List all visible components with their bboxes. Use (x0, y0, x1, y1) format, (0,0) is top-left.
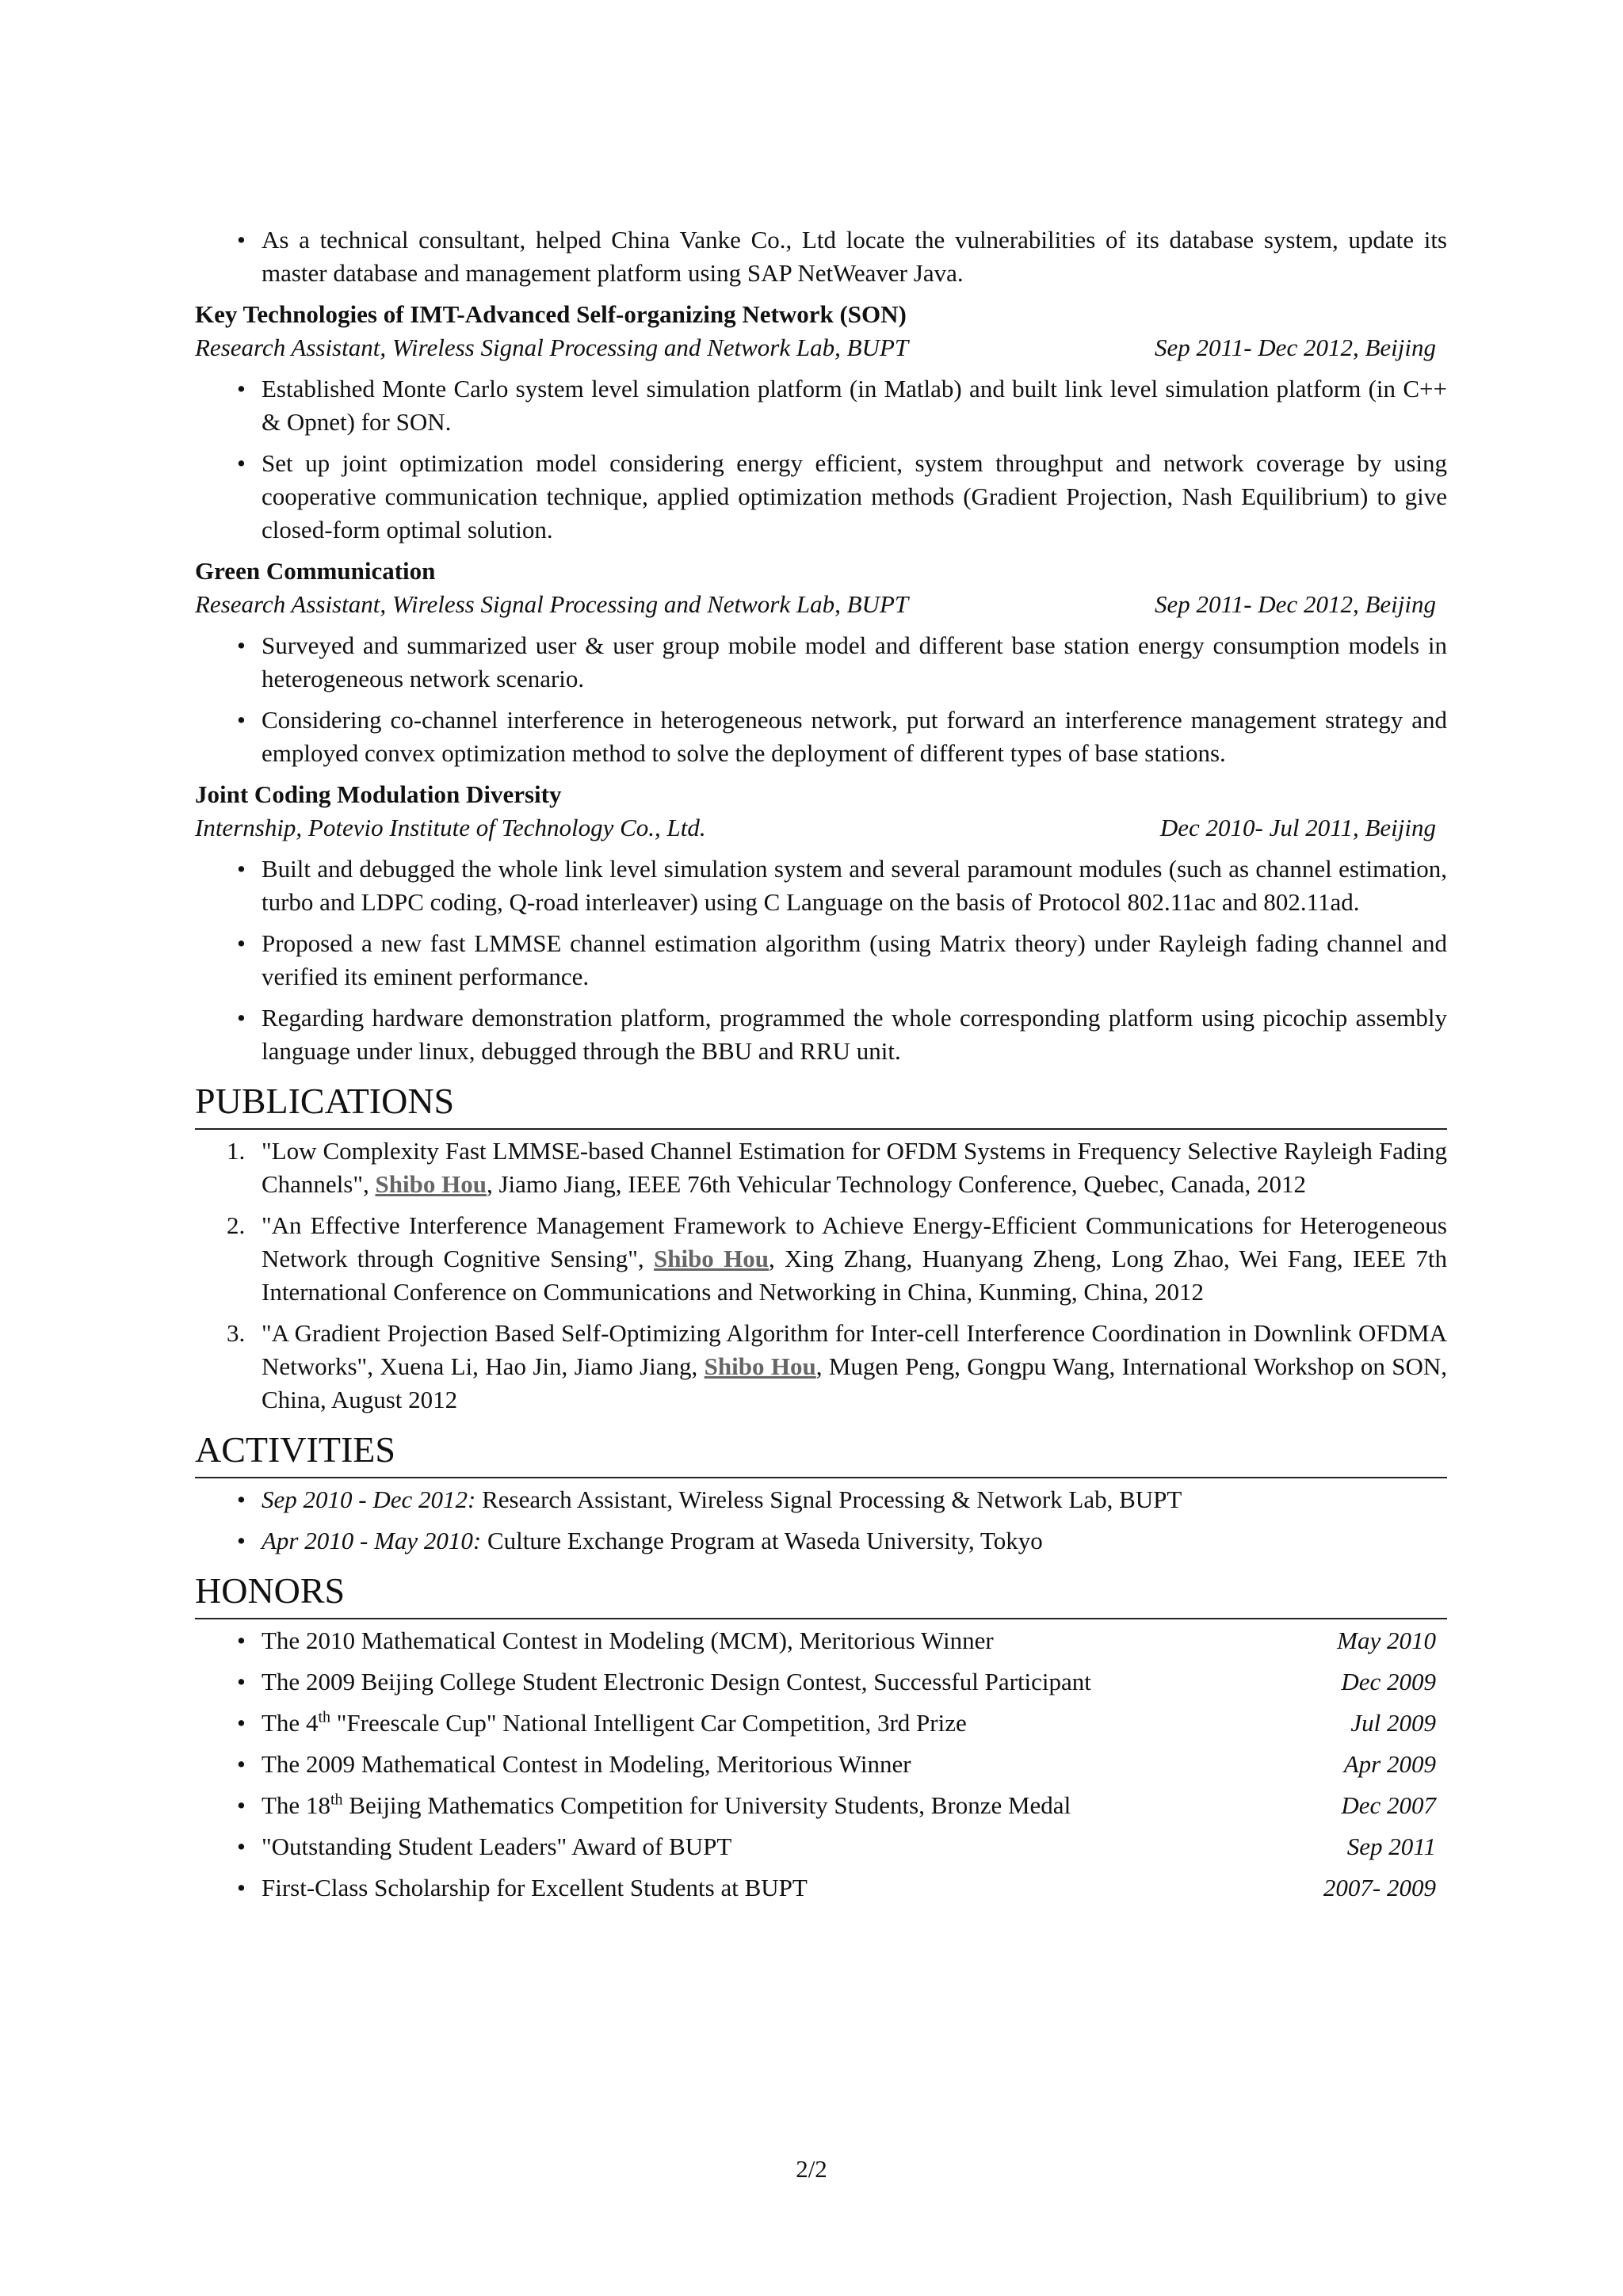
project-bullets (195, 372, 1447, 547)
project-title: Key Technologies of IMT-Advanced Self-organizing Network (SON) (195, 300, 907, 328)
bullet-item: • As a technical consultant, helped China Vanke Co., Ltd locate the vulnerabilities of its database system, update its master database and management platform using SAP NetWeaver Java. (195, 223, 1447, 290)
project-date: Sep 2011- Dec 2012, Beijing (1155, 334, 1436, 361)
publications-list (195, 1135, 1447, 1417)
project-joint-coding (195, 778, 1447, 1068)
project-title: Joint Coding Modulation Diversity (195, 780, 562, 808)
bullet-item: • Set up joint optimization model considering energy efficient, system throughput and network coverage by using cooperative communication technique, applied optimization methods (Gradient Projection, Nash Equilibrium) to give closed-form optimal solution. (195, 447, 1447, 547)
honor-text-main: The 18 (262, 1791, 330, 1819)
honor-date: Sep 2011 (1346, 1833, 1436, 1860)
publication-item (195, 1317, 1447, 1417)
author-highlight: Shibo Hou (653, 1245, 769, 1272)
publication-item (195, 1135, 1447, 1201)
publications-heading: PUBLICATIONS (195, 1079, 1447, 1130)
honor-text-main: "Outstanding Student Leaders" Award of BUPT (262, 1833, 732, 1860)
project-role: Internship, Potevio Institute of Technology Co., Ltd. (195, 814, 706, 841)
project-subtitle (195, 588, 1447, 621)
bullet-item: • Established Monte Carlo system level simulation platform (in Matlab) and built link level simulation platform (in C++ & Opnet) for SON. (195, 372, 1447, 439)
honors-heading: HONORS (195, 1569, 1447, 1619)
project-green-communication (195, 555, 1447, 770)
honor-date: May 2010 (1337, 1627, 1436, 1654)
honor-date: Dec 2009 (1341, 1668, 1436, 1695)
bullet-item: • Surveyed and summarized user & user group mobile model and different base station energy consumption models in heterogeneous network scenario. (195, 629, 1447, 696)
honor-text (262, 1624, 994, 1657)
previous-project-bullets (195, 223, 1447, 290)
honor-date: 2007- 2009 (1323, 1874, 1436, 1901)
activities-list (195, 1483, 1447, 1558)
publication-number: 2. (227, 1211, 246, 1239)
activity-item (195, 1524, 1447, 1558)
page-number: 2/2 (796, 2155, 827, 2183)
ordinal-suffix: th (318, 1708, 331, 1726)
project-role: Research Assistant, Wireless Signal Processing and Network Lab, BUPT (195, 334, 909, 361)
publication-text: "Low Complexity Fast LMMSE-based Channel Estimation for OFDM Systems in Frequency Selective Rayleigh Fading Channels", (262, 1137, 1447, 1198)
honor-item (195, 1624, 1447, 1657)
author-highlight: Shibo Hou (704, 1352, 816, 1380)
honor-text-rest: "Freescale Cup" National Intelligent Car Competition, 3rd Prize (330, 1709, 967, 1737)
publication-text: "A Gradient Projection Based Self-Optimizing Algorithm for Inter-cell Interference Coordination in Downlink OFDMA Networks", Xuena Li, Hao Jin, Jiamo Jiang, (262, 1319, 1447, 1380)
honor-date: Dec 2007 (1341, 1791, 1436, 1819)
project-title: Green Communication (195, 557, 436, 585)
activity-item (195, 1483, 1447, 1516)
honor-text-main: The 4 (262, 1709, 319, 1737)
honor-text-main: The 2009 Beijing College Student Electronic Design Contest, Successful Participant (262, 1668, 1091, 1695)
activity-date: Sep 2010 - Dec 2012: (262, 1486, 476, 1513)
project-son (195, 298, 1447, 547)
publication-number: 1. (227, 1137, 246, 1165)
activity-text: Research Assistant, Wireless Signal Processing & Network Lab, BUPT (475, 1486, 1182, 1513)
honor-item (195, 1748, 1447, 1781)
publication-text: "An Effective Interference Management Framework to Achieve Energy-Efficient Communications for Heterogeneous Network through Cognitive Sensing", (262, 1211, 1447, 1272)
honor-text (262, 1830, 731, 1863)
bullet-item: • Regarding hardware demonstration platform, programmed the whole corresponding platform using picochip assembly language under linux, debugged through the BBU and RRU unit. (195, 1001, 1447, 1068)
honor-text (262, 1871, 808, 1905)
resume-content (195, 223, 1447, 1913)
project-role: Research Assistant, Wireless Signal Processing and Network Lab, BUPT (195, 590, 909, 618)
honor-text-main: The 2010 Mathematical Contest in Modeling (MCM), Meritorious Winner (262, 1627, 994, 1654)
ordinal-suffix: th (330, 1791, 343, 1809)
honor-text-rest: Beijing Mathematics Competition for University Students, Bronze Medal (342, 1791, 1071, 1819)
activity-date: Apr 2010 - May 2010: (262, 1527, 482, 1554)
project-bullets (195, 852, 1447, 1068)
honor-text (262, 1707, 967, 1740)
honor-text (262, 1748, 911, 1781)
publication-text: , Mugen Peng, Gongpu Wang, International Workshop on SON, China, August 2012 (262, 1352, 1447, 1413)
honor-item (195, 1789, 1447, 1822)
activity-text: Culture Exchange Program at Waseda University, Tokyo (481, 1527, 1043, 1554)
project-bullets (195, 629, 1447, 770)
author-highlight: Shibo Hou (375, 1170, 487, 1198)
honor-text (262, 1789, 1071, 1822)
honor-item (195, 1665, 1447, 1699)
project-subtitle (195, 331, 1447, 364)
publication-text: , Xing Zhang, Huanyang Zheng, Long Zhao, Wei Fang, IEEE 7th International Conference on Communications and Networking in China, Kunming, China, 2012 (262, 1245, 1447, 1306)
honor-text-main: The 2009 Mathematical Contest in Modeling, Meritorious Winner (262, 1750, 911, 1778)
honor-item (195, 1871, 1447, 1905)
bullet-item: • Considering co-channel interference in heterogeneous network, put forward an interference management strategy and employed convex optimization method to solve the deployment of different types of base stations. (195, 704, 1447, 770)
activities-heading: ACTIVITIES (195, 1428, 1447, 1478)
bullet-item: • Proposed a new fast LMMSE channel estimation algorithm (using Matrix theory) under Rayleigh fading channel and verified its eminent performance. (195, 927, 1447, 994)
honor-date: Jul 2009 (1350, 1709, 1436, 1737)
honor-text (262, 1665, 1091, 1699)
honor-date: Apr 2009 (1343, 1750, 1436, 1778)
honor-item (195, 1830, 1447, 1863)
bullet-item: • Built and debugged the whole link level simulation system and several paramount modules (such as channel estimation, turbo and LDPC coding, Q-road interleaver) using C Language on the basis of Protocol 802.11ac and 802.11ad. (195, 852, 1447, 919)
honor-item (195, 1707, 1447, 1740)
project-subtitle (195, 811, 1447, 845)
honor-text-main: First-Class Scholarship for Excellent Students at BUPT (262, 1874, 808, 1901)
publication-text: , Jiamo Jiang, IEEE 76th Vehicular Technology Conference, Quebec, Canada, 2012 (486, 1170, 1307, 1198)
publication-item (195, 1209, 1447, 1309)
publication-number: 3. (227, 1319, 246, 1347)
honors-list (195, 1624, 1447, 1905)
project-date: Sep 2011- Dec 2012, Beijing (1155, 590, 1436, 618)
project-date: Dec 2010- Jul 2011, Beijing (1159, 814, 1436, 841)
